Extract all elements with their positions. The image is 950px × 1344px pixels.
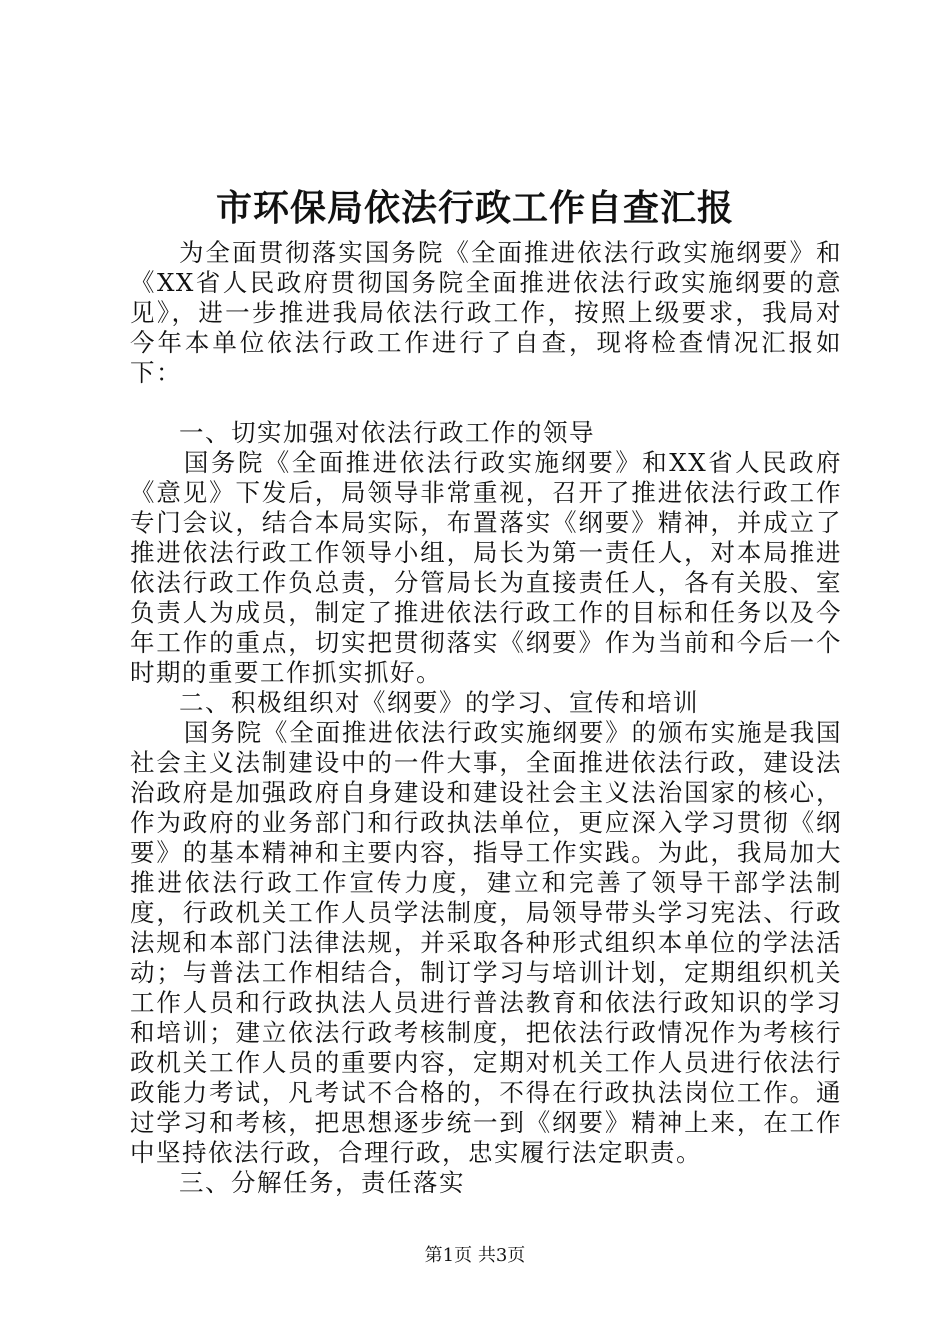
section-heading-3: 三、分解任务，责任落实 (179, 1168, 465, 1197)
section-heading-1: 一、切实加强对依法行政工作的领导 (179, 418, 595, 447)
section-body-1: 国务院《全面推进依法行政实施纲要》和XX省人民政府《意见》下发后，局领导非常重视，召开了推进依法行政工作专门会议，结合本局实际，布置落实《纲要》精神，并成立了推进依法行政工作领导小组，局长为第一责任人，对本局推进依法行政工作负总责，分管局长为直接责任人，各有关股、室负责人为成员，制定了推进依法行政工作的目标和任务以及今年工作的重点，切实把贯彻落实《纲要》作为当前和今后一个时期的重要工作抓实抓好。 (130, 448, 842, 687)
section-body-2: 国务院《全面推进依法行政实施纲要》的颁布实施是我国社会主义法制建设中的一件大事，全面推进依法行政，建设法治政府是加强政府自身建设和建设社会主义法治国家的核心，作为政府的业务部门和行政执法单位，更应深入学习贯彻《纲要》的基本精神和主要内容，指导工作实践。为此，我局加大推进依法行政工作宣传力度，建立和完善了领导干部学法制度，行政机关工作人员学法制度，局领导带头学习宪法、行政法规和本部门法律法规，并采取各种形式组织本单位的学法活动；与普法工作相结合，制订学习与培训计划，定期组织机关工作人员和行政执法人员进行普法教育和依法行政知识的学习和培训；建立依法行政考核制度，把依法行政情况作为考核行政机关工作人员的重要内容，定期对机关工作人员进行依法行政能力考试，凡考试不合格的，不得在行政执法岗位工作。通过学习和考核，把思想逐步统一到《纲要》精神上来，在工作中坚持依法行政，合理行政，忠实履行法定职责。 (130, 718, 842, 1167)
document-title: 市环保局依法行政工作自查汇报 (215, 187, 734, 229)
intro-paragraph: 为全面贯彻落实国务院《全面推进依法行政实施纲要》和《XX省人民政府贯彻国务院全面推进依法行政实施纲要的意见》，进一步推进我局依法行政工作，按照上级要求，我局对今年本单位依法行政工作进行了自查，现将检查情况汇报如下： (130, 238, 842, 387)
section-heading-2: 二、积极组织对《纲要》的学习、宣传和培训 (179, 688, 699, 717)
page-number-footer: 第1页 共3页 (424, 1245, 526, 1266)
document-body (130, 238, 842, 1198)
